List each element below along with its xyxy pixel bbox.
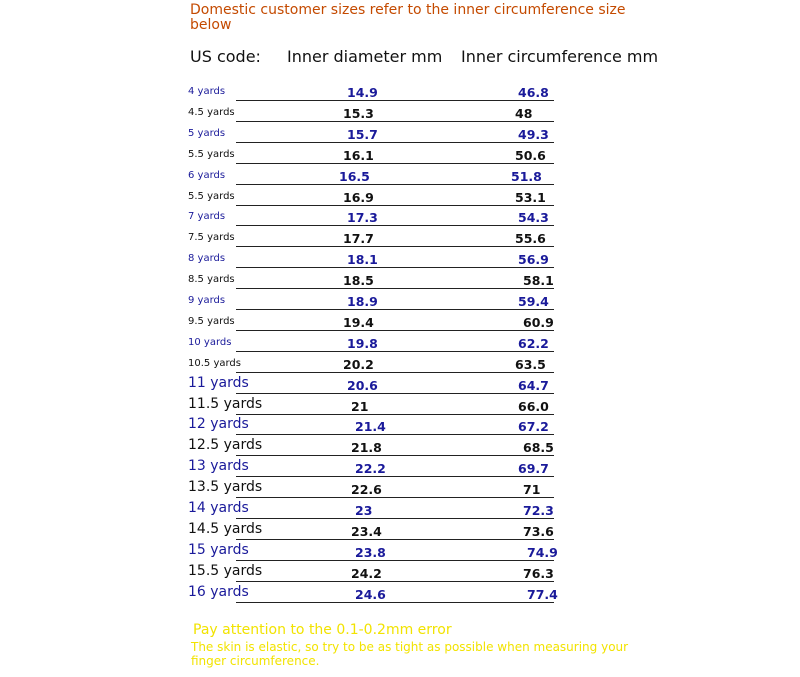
row-divider	[376, 476, 554, 477]
inner-diameter-value: 15.7	[347, 126, 378, 142]
size-label: 5 yards	[188, 127, 226, 139]
inner-circumference-value: 46.8	[518, 85, 549, 100]
row-divider	[236, 351, 376, 352]
table-row	[0, 375, 800, 396]
table-row	[0, 82, 800, 103]
inner-diameter-value: 24.2	[351, 565, 382, 581]
size-label: 4.5 yards	[188, 106, 235, 118]
inner-circumference-value: 69.7	[518, 461, 549, 477]
row-divider	[376, 309, 554, 310]
size-label: 11 yards	[188, 374, 249, 391]
row-divider	[376, 497, 554, 498]
table-row	[0, 145, 800, 166]
inner-diameter-value: 24.6	[355, 586, 386, 602]
table-row	[0, 458, 800, 479]
inner-circumference-value: 77.4	[527, 586, 558, 602]
table-row	[0, 521, 800, 542]
row-divider	[236, 372, 376, 373]
row-divider	[236, 184, 376, 185]
inner-diameter-value: 17.7	[343, 231, 374, 247]
page-title: Domestic customer sizes refer to the inner circumference size below	[190, 2, 626, 33]
table-row	[0, 584, 800, 605]
table-row	[0, 333, 800, 354]
size-label: 9.5 yards	[188, 315, 235, 327]
row-divider	[376, 414, 554, 415]
size-label: 7 yards	[188, 211, 226, 223]
inner-diameter-value: 18.1	[347, 252, 378, 268]
size-label: 11.5 yards	[188, 395, 263, 412]
row-divider	[376, 205, 554, 206]
row-divider	[236, 518, 376, 519]
row-divider	[236, 163, 376, 164]
inner-diameter-value: 18.5	[343, 273, 374, 289]
inner-circumference-value: 63.5	[515, 356, 546, 372]
table-row	[0, 124, 800, 145]
inner-diameter-value: 18.9	[347, 294, 378, 309]
size-label: 6 yards	[188, 169, 226, 181]
inner-circumference-value: 48	[515, 105, 533, 121]
row-divider	[376, 100, 554, 101]
row-divider	[236, 121, 376, 122]
row-divider	[236, 100, 376, 101]
table-row	[0, 270, 800, 291]
row-divider	[236, 309, 376, 310]
row-divider	[236, 205, 376, 206]
row-divider	[376, 393, 554, 394]
row-divider	[236, 602, 376, 603]
inner-circumference-value: 76.3	[523, 565, 554, 581]
inner-diameter-value: 20.2	[343, 356, 374, 372]
inner-diameter-value: 23	[355, 503, 373, 518]
inner-diameter-value: 16.5	[339, 168, 370, 184]
row-divider	[236, 455, 376, 456]
row-divider	[236, 393, 376, 394]
row-divider	[236, 434, 376, 435]
size-label: 10 yards	[188, 336, 232, 348]
inner-circumference-value: 68.5	[523, 440, 554, 456]
table-row	[0, 291, 800, 312]
table-row	[0, 437, 800, 458]
inner-diameter-value: 23.8	[355, 544, 386, 560]
row-divider	[376, 267, 554, 268]
inner-circumference-value: 55.6	[515, 231, 546, 247]
inner-circumference-value: 73.6	[523, 523, 554, 539]
row-divider	[376, 372, 554, 373]
size-label: 15.5 yards	[188, 562, 263, 579]
size-label: 12.5 yards	[188, 437, 263, 454]
table-row	[0, 228, 800, 249]
table-row	[0, 103, 800, 124]
inner-circumference-value: 72.3	[523, 503, 554, 518]
size-label: 16 yards	[188, 583, 249, 600]
table-row	[0, 416, 800, 437]
row-divider	[236, 539, 376, 540]
row-divider	[376, 581, 554, 582]
size-label: 13.5 yards	[188, 479, 263, 496]
table-row	[0, 166, 800, 187]
inner-circumference-value: 58.1	[523, 273, 554, 289]
table-row	[0, 312, 800, 333]
inner-circumference-value: 50.6	[515, 147, 546, 163]
row-divider	[376, 121, 554, 122]
row-divider	[236, 288, 376, 289]
header-inner-circumference: Inner circumference mm	[461, 47, 659, 66]
row-divider	[376, 602, 554, 603]
inner-circumference-value: 53.1	[515, 189, 546, 205]
table-row	[0, 207, 800, 228]
row-divider	[236, 476, 376, 477]
row-divider	[236, 330, 376, 331]
header-inner-diameter: Inner diameter mm	[287, 47, 443, 66]
table-row	[0, 187, 800, 208]
size-label: 12 yards	[188, 416, 249, 433]
row-divider	[236, 560, 376, 561]
inner-circumference-value: 51.8	[511, 168, 542, 184]
inner-diameter-value: 15.3	[343, 105, 374, 121]
row-divider	[376, 225, 554, 226]
table-row	[0, 354, 800, 375]
inner-diameter-value: 16.9	[343, 189, 374, 205]
table-row	[0, 563, 800, 584]
note-error: Pay attention to the 0.1-0.2mm error	[193, 622, 452, 638]
row-divider	[376, 351, 554, 352]
row-divider	[236, 581, 376, 582]
row-divider	[236, 246, 376, 247]
size-label: 4 yards	[188, 86, 226, 97]
size-label: 7.5 yards	[188, 232, 235, 244]
note-elastic: The skin is elastic, so try to be as tight as possible when measuring your finger circumference.	[191, 640, 629, 668]
inner-diameter-value: 22.2	[355, 461, 386, 477]
row-divider	[236, 267, 376, 268]
inner-diameter-value: 17.3	[347, 210, 378, 226]
inner-circumference-value: 67.2	[518, 419, 549, 435]
inner-circumference-value: 66.0	[518, 398, 549, 414]
inner-diameter-value: 16.1	[343, 147, 374, 163]
table-row	[0, 479, 800, 500]
size-label: 13 yards	[188, 458, 249, 475]
inner-circumference-value: 71	[523, 482, 541, 498]
row-divider	[376, 288, 554, 289]
row-divider	[376, 330, 554, 331]
inner-diameter-value: 22.6	[351, 482, 382, 498]
inner-diameter-value: 14.9	[347, 85, 378, 100]
row-divider	[376, 434, 554, 435]
row-divider	[376, 142, 554, 143]
size-label: 8 yards	[188, 253, 226, 265]
inner-diameter-value: 21	[351, 398, 369, 414]
inner-circumference-value: 56.9	[518, 252, 549, 268]
row-divider	[236, 497, 376, 498]
size-label: 5.5 yards	[188, 148, 235, 160]
inner-circumference-value: 74.9	[527, 544, 558, 560]
size-label: 15 yards	[188, 541, 249, 558]
size-label: 14.5 yards	[188, 520, 263, 537]
row-divider	[236, 142, 376, 143]
size-label: 8.5 yards	[188, 274, 235, 286]
size-label: 14 yards	[188, 500, 249, 516]
table-row	[0, 249, 800, 270]
row-divider	[376, 184, 554, 185]
row-divider	[236, 414, 376, 415]
table-row	[0, 542, 800, 563]
size-label: 5.5 yards	[188, 190, 235, 202]
inner-diameter-value: 20.6	[347, 377, 378, 393]
size-label: 9 yards	[188, 295, 226, 306]
table-row	[0, 500, 800, 521]
inner-diameter-value: 21.4	[355, 419, 386, 435]
header-us-code: US code:	[190, 47, 261, 66]
row-divider	[376, 163, 554, 164]
size-label: 10.5 yards	[188, 357, 241, 369]
inner-diameter-value: 19.4	[343, 314, 374, 330]
inner-diameter-value: 21.8	[351, 440, 382, 456]
inner-circumference-value: 54.3	[518, 210, 549, 226]
inner-circumference-value: 64.7	[518, 377, 549, 393]
inner-circumference-value: 49.3	[518, 126, 549, 142]
inner-circumference-value: 62.2	[518, 335, 549, 351]
row-divider	[376, 455, 554, 456]
inner-circumference-value: 59.4	[518, 294, 549, 309]
row-divider	[376, 518, 554, 519]
inner-diameter-value: 23.4	[351, 523, 382, 539]
inner-diameter-value: 19.8	[347, 335, 378, 351]
row-divider	[376, 246, 554, 247]
inner-circumference-value: 60.9	[523, 314, 554, 330]
row-divider	[376, 560, 554, 561]
table-row	[0, 396, 800, 417]
row-divider	[236, 225, 376, 226]
row-divider	[376, 539, 554, 540]
